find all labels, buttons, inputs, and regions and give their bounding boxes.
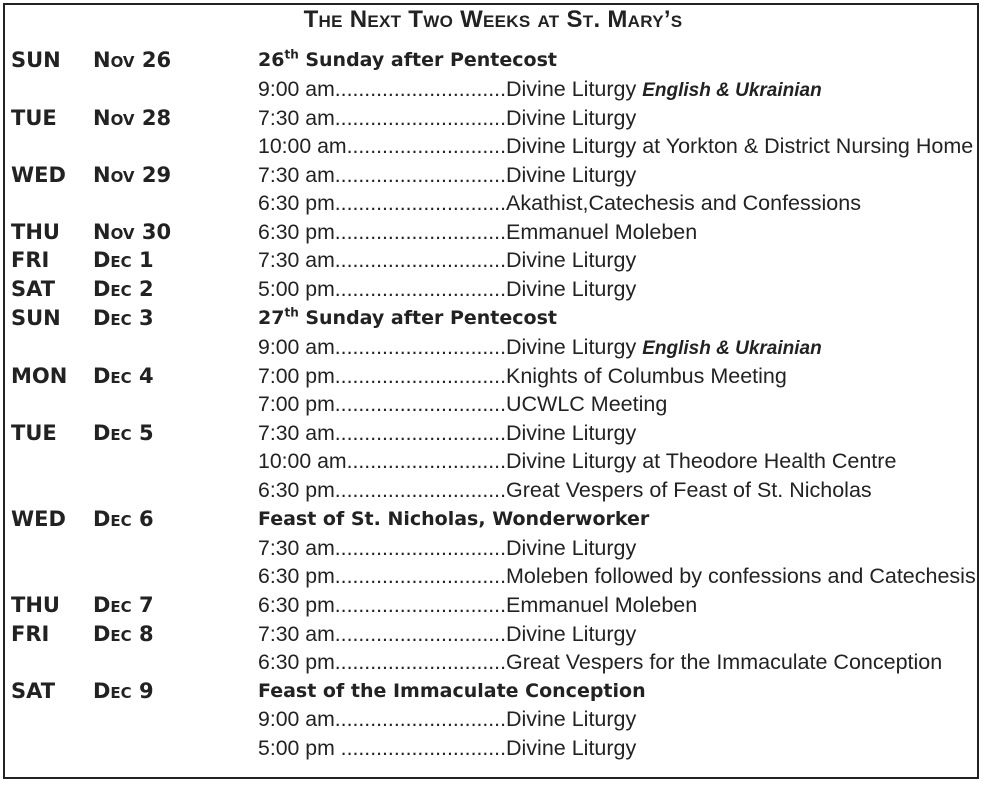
event-label: Divine Liturgy at Theodore Health Centre [506,449,897,473]
time-label: 6:30 pm............................. [258,564,506,588]
schedule-row [0,46,986,74]
date-label: Dec 4 [93,364,154,388]
schedule-row [0,447,986,475]
day-label: FRI [11,248,50,272]
day-heading: 27th Sunday after Pentecost [258,305,557,329]
language-note: English & Ukrainian [642,338,822,359]
event-label: Divine Liturgy [506,736,637,760]
schedule-row [0,562,986,590]
schedule-row [0,362,986,390]
schedule-row [0,505,986,533]
day-label: TUE [11,421,57,445]
schedule-row [0,75,986,103]
date-label: Nov 26 [93,48,172,72]
time-label: 7:00 pm............................. [258,364,506,388]
schedule-row [0,246,986,274]
event-label: Divine Liturgy [506,106,637,130]
schedule-row [0,734,986,762]
time-label: 10:00 am........................... [258,449,506,473]
time-label: 6:30 pm............................. [258,191,506,215]
schedule-row [0,275,986,303]
day-label: THU [11,593,60,617]
schedule-row [0,534,986,562]
date-label: Dec 7 [93,593,154,617]
schedule-row [0,161,986,189]
date-label: Dec 6 [93,507,154,531]
time-label: 9:00 am............................. [258,707,506,731]
time-label: 9:00 am............................. [258,77,506,101]
date-label: Dec 2 [93,277,154,301]
event-label: Great Vespers for the Immaculate Conception [506,650,943,674]
schedule-row [0,390,986,418]
event-label: Divine Liturgy [506,277,637,301]
time-label: 7:30 am............................. [258,106,506,130]
day-heading: Feast of St. Nicholas, Wonderworker [258,508,650,530]
event-label: Divine Liturgy [506,248,637,272]
event-label: Divine Liturgy [506,163,637,187]
day-label: SUN [11,306,61,330]
event-label: Great Vespers of Feast of St. Nicholas [506,478,872,502]
time-label: 7:30 am............................. [258,536,506,560]
event-label: Divine Liturgy [506,421,637,445]
schedule-row [0,304,986,332]
event-label: Emmanuel Moleben [506,220,698,244]
event-label: Divine Liturgy [506,707,637,731]
time-label: 10:00 am........................... [258,134,506,158]
date-label: Dec 9 [93,679,154,703]
schedule-row [0,419,986,447]
schedule-title: The Next Two Weeks at St. Mary’s [303,6,683,33]
date-label: Dec 1 [93,248,154,272]
date-label: Dec 3 [93,306,154,330]
time-label: 6:30 pm............................. [258,220,506,244]
schedule-row [0,189,986,217]
day-label: SAT [11,679,56,703]
schedule-row [0,591,986,619]
schedule-row [0,677,986,705]
schedule-row [0,620,986,648]
time-label: 7:30 am............................. [258,248,506,272]
day-heading: Feast of the Immaculate Conception [258,680,646,702]
time-label: 7:30 am............................. [258,622,506,646]
day-label: WED [11,507,66,531]
schedule-row [0,476,986,504]
schedule-row [0,705,986,733]
schedule-row [0,218,986,246]
event-label: Divine Liturgy [506,622,637,646]
day-label: SUN [11,48,61,72]
day-label: THU [11,220,60,244]
day-label: WED [11,163,66,187]
event-label: Divine Liturgy [506,536,637,560]
day-label: FRI [11,622,50,646]
day-label: MON [11,364,68,388]
date-label: Dec 5 [93,421,154,445]
date-label: Nov 30 [93,220,172,244]
event-label: Knights of Columbus Meeting [506,364,787,388]
day-label: TUE [11,106,57,130]
event-label: Divine Liturgy at Yorkton & District Nursing Home [506,134,974,158]
time-label: 7:30 am............................. [258,421,506,445]
time-label: 6:30 pm............................. [258,478,506,502]
event-label: UCWLC Meeting [506,392,668,416]
date-label: Dec 8 [93,622,154,646]
event-label: Emmanuel Moleben [506,593,698,617]
time-label: 6:30 pm............................. [258,593,506,617]
event-label: Divine Liturgy English & Ukrainian [506,335,822,359]
schedule-row [0,648,986,676]
event-label: Akathist,Catechesis and Confessions [506,191,861,215]
time-label: 7:30 am............................. [258,163,506,187]
time-label: 5:00 pm............................. [258,277,506,301]
time-label: 6:30 pm............................. [258,650,506,674]
time-label: 7:00 pm............................. [258,392,506,416]
schedule-row [0,333,986,361]
date-label: Nov 28 [93,106,172,130]
event-label: Moleben followed by confessions and Catechesis [506,564,976,588]
language-note: English & Ukrainian [642,80,822,101]
time-label: 9:00 am............................. [258,335,506,359]
schedule-row [0,104,986,132]
day-label: SAT [11,277,56,301]
day-heading: 26th Sunday after Pentecost [258,47,557,71]
schedule-row [0,132,986,160]
date-label: Nov 29 [93,163,172,187]
event-label: Divine Liturgy English & Ukrainian [506,77,822,101]
time-label: 5:00 pm ............................ [258,736,506,760]
